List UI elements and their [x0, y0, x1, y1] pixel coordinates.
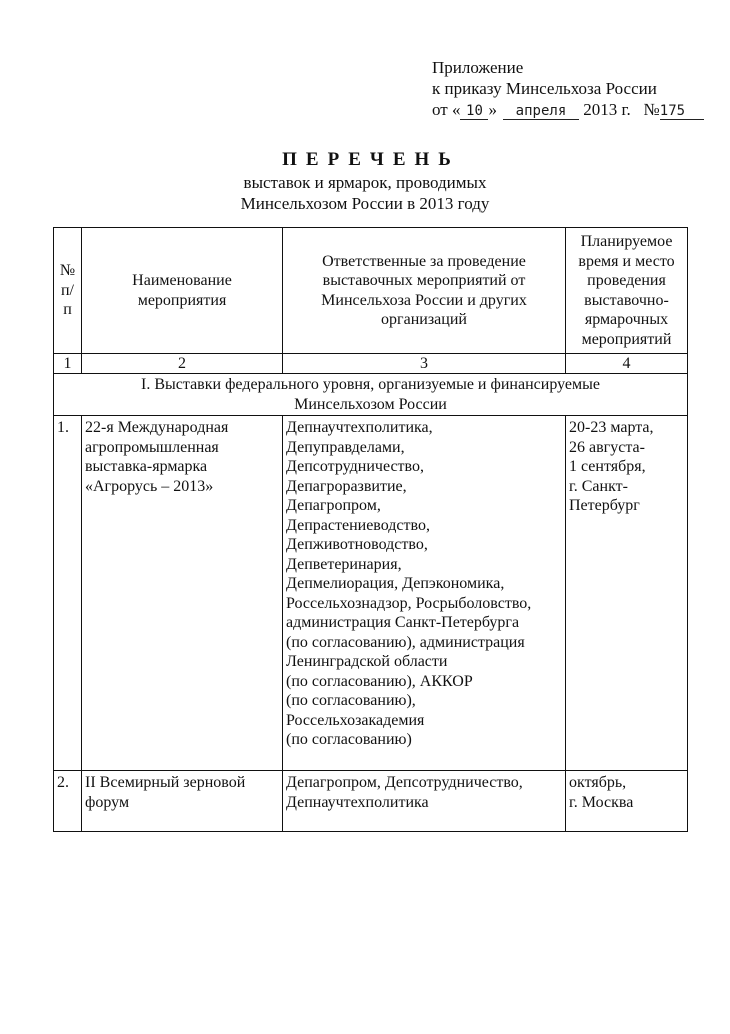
column-number-cell: 2 [82, 354, 283, 374]
appendix-date-line [432, 99, 704, 120]
appendix-header [432, 57, 704, 120]
date-day: 10 [460, 103, 488, 120]
order-number: 175 [660, 103, 704, 120]
column-number-cell: 1 [54, 354, 82, 374]
section-heading: I. Выставки федерального уровня, организуемые и финансируемые Минсельхозом России [54, 374, 688, 416]
column-number-cell: 4 [566, 354, 688, 374]
header-cell-name: Наименование мероприятия [82, 228, 283, 354]
header-cell-number: № п/п [54, 228, 82, 354]
order-number-sign: № [643, 100, 660, 119]
row-number: 2. [54, 771, 82, 832]
appendix-label: Приложение [432, 58, 524, 77]
event-responsible: Депнаучтехполитика, Депуправделами, Депсотрудничество, Депагроразвитие, Депагропром, Депрастениеводство, Депживотноводство, Депветеринария, Депмелиорация, Депэкономика, Россельхознадзор, Росрыболовство, администрация Санкт-Петербурга (по согласованию), администрация Ленинградской области (по согласованию), АККОР (по согласованию), Россельхозакадемия (по согласованию) [283, 416, 566, 771]
document-title: ПЕРЕЧЕНЬ [282, 149, 460, 170]
row-number: 1. [54, 416, 82, 771]
events-table [53, 227, 688, 832]
event-responsible: Депагропром, Депсотрудничество, Депнаучтехполитика [283, 771, 566, 832]
table-row [54, 771, 688, 832]
table-row [54, 416, 688, 771]
column-number-cell: 3 [283, 354, 566, 374]
event-time-place: 20-23 марта, 26 августа- 1 сентября, г. Санкт- Петербург [566, 416, 688, 771]
header-cell-responsible: Ответственные за проведение выставочных мероприятий от Минсельхоза России и других организаций [283, 228, 566, 354]
document-subtitle-line2: Минсельхозом России в 2013 году [240, 194, 490, 213]
date-year: 2013 г. [583, 100, 631, 119]
event-time-place: октябрь, г. Москва [566, 771, 688, 832]
table-header-row [54, 228, 688, 354]
date-prefix: от « [432, 100, 461, 119]
column-number-row [54, 354, 688, 374]
appendix-order-ref: к приказу Минсельхоза России [432, 79, 657, 98]
document-subtitle-line1: выставок и ярмарок, проводимых [243, 173, 487, 192]
document-title-block [0, 148, 730, 214]
event-name: 22-я Международная агропромышленная выставка-ярмарка «Агрорусь – 2013» [82, 416, 283, 771]
date-month: апреля [503, 103, 579, 120]
date-quote-close: » [488, 100, 497, 119]
event-name: II Всемирный зерновой форум [82, 771, 283, 832]
section-heading-row [54, 374, 688, 416]
header-cell-time-place: Планируемое время и место проведения выставочно- ярмарочных мероприятий [566, 228, 688, 354]
